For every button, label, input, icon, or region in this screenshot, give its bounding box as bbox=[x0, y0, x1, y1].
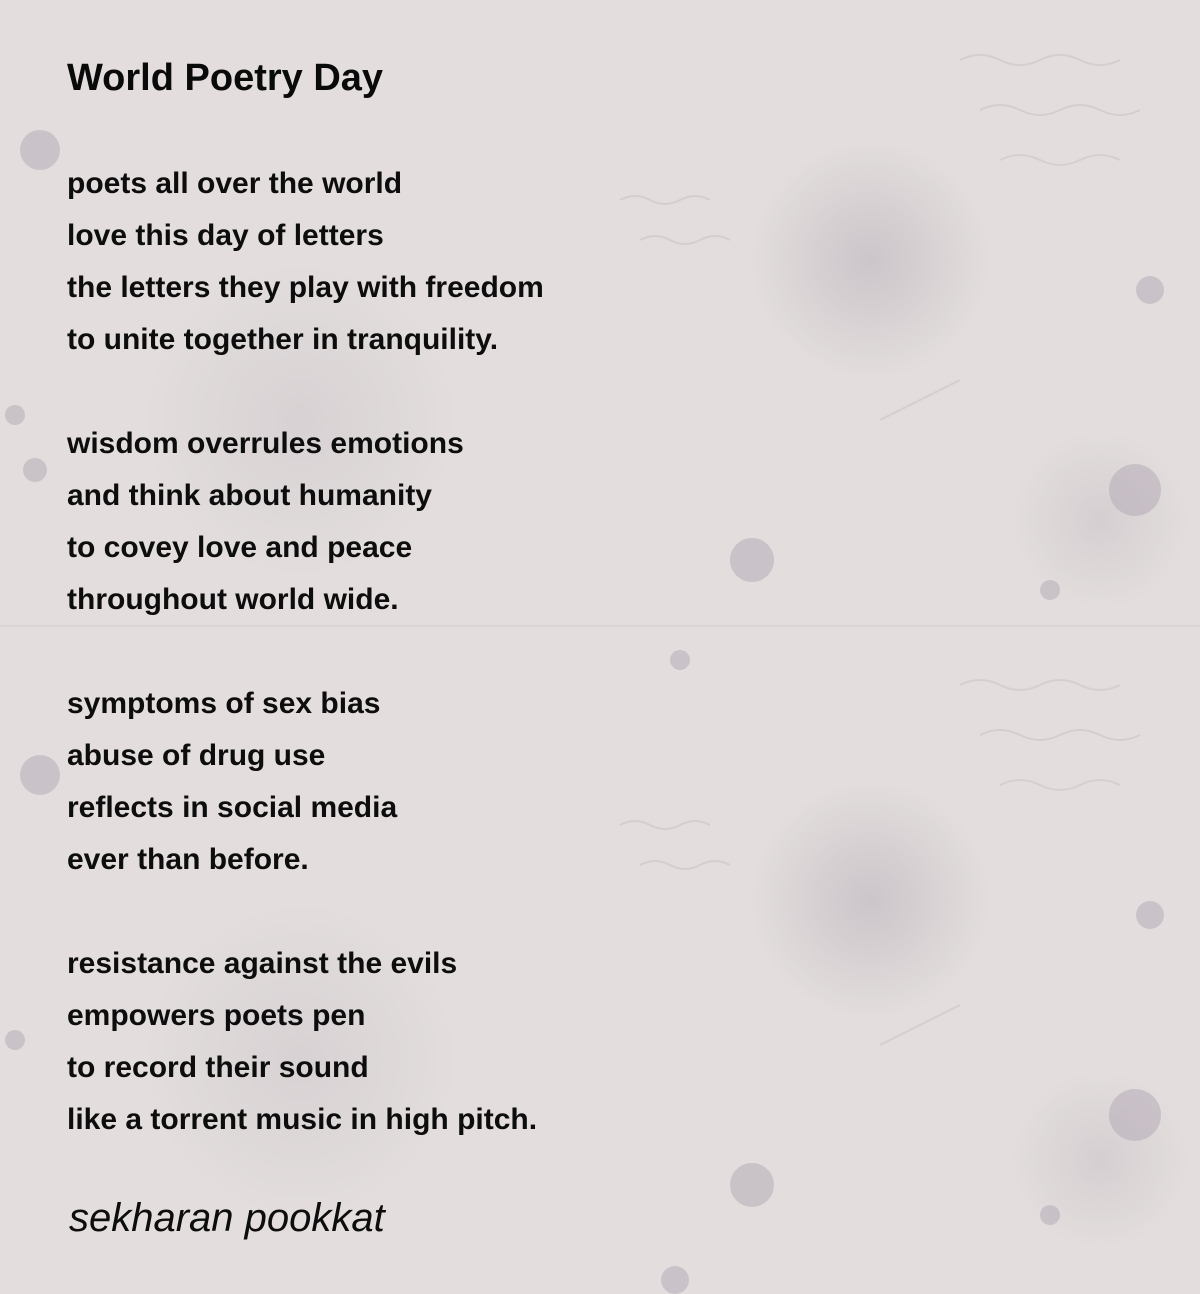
poem-line: symptoms of sex bias bbox=[67, 687, 381, 720]
poem-line: to covey love and peace bbox=[67, 531, 413, 564]
poem-line: to unite together in tranquility. bbox=[67, 323, 499, 356]
poem-line: throughout world wide. bbox=[67, 583, 399, 616]
poem-container bbox=[67, 56, 544, 1198]
poem-line: wisdom overrules emotions bbox=[67, 427, 464, 460]
poem-line: empowers poets pen bbox=[67, 999, 366, 1032]
poem-line: like a torrent music in high pitch. bbox=[67, 1103, 538, 1136]
poem-title: World Poetry Day bbox=[67, 57, 384, 99]
poem-body bbox=[67, 158, 544, 1146]
stanza bbox=[67, 938, 544, 1146]
poem-line: abuse of drug use bbox=[67, 739, 326, 772]
poem-line: resistance against the evils bbox=[67, 947, 458, 980]
stanza bbox=[67, 678, 544, 886]
poem-line: to record their sound bbox=[67, 1051, 369, 1084]
poem-line: reflects in social media bbox=[67, 791, 398, 824]
stanza bbox=[67, 158, 544, 366]
poem-author: sekharan pookkat bbox=[69, 1196, 385, 1240]
poem-line: poets all over the world bbox=[67, 167, 403, 200]
poem-line: ever than before. bbox=[67, 843, 309, 876]
poem-line: love this day of letters bbox=[67, 219, 384, 252]
poem-line: the letters they play with freedom bbox=[67, 271, 544, 304]
stanza bbox=[67, 418, 544, 626]
poem-line: and think about humanity bbox=[67, 479, 432, 512]
